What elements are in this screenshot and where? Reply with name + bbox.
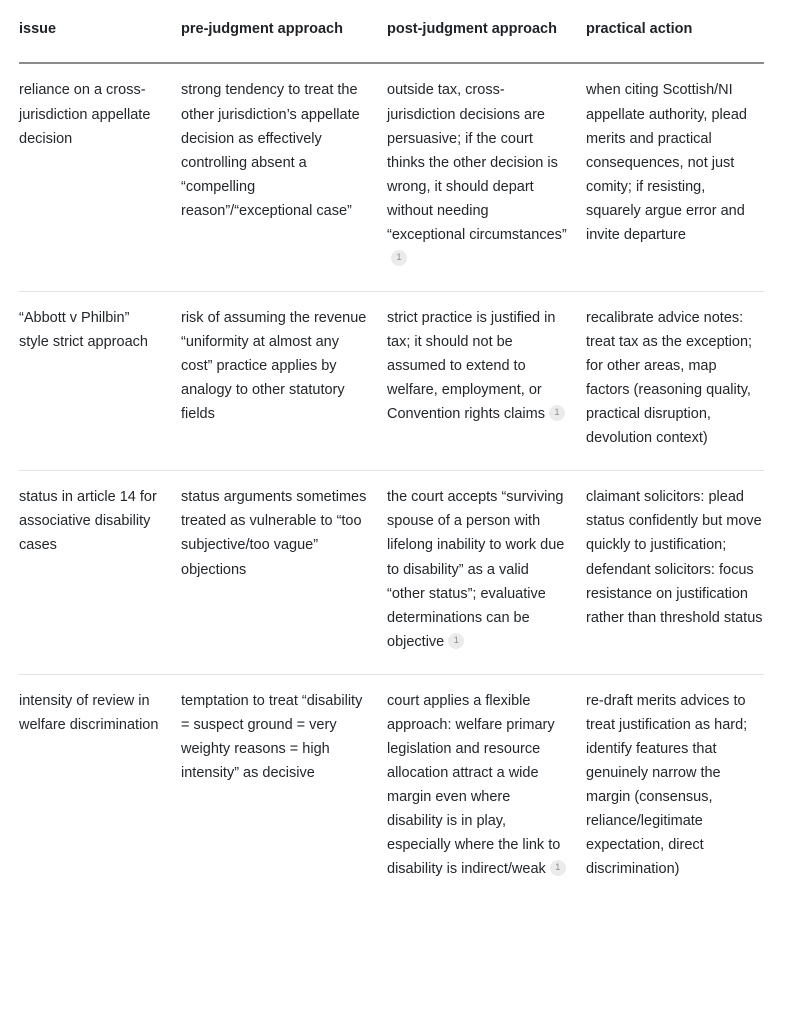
cell-issue: status in article 14 for associative disability cases [19,471,181,674]
citation-badge[interactable]: 1 [448,633,464,649]
cell-post-judgment-approach [387,63,586,291]
column-header-post-judgment-approach: post-judgment approach [387,0,586,63]
cell-pre-judgment-approach: status arguments sometimes treated as vulnerable to “too subjective/too vague” objections [181,471,387,674]
cell-post-judgment-approach [387,471,586,674]
table-row [19,291,764,470]
cell-practical-action: when citing Scottish/NI appellate authority, plead merits and practical consequences, not just comity; if resisting, squarely argue error and invite departure [586,63,764,291]
cell-text: outside tax, cross-jurisdiction decisions are persuasive; if the court thinks the other decision is wrong, it should depart without needing “exceptional circumstances” [387,82,567,243]
cell-practical-action: re-draft merits advices to treat justification as hard; identify features that genuinely narrow the margin (consensus, reliance/legitimate expectation, direct discrimination) [586,692,748,878]
table-row [19,674,764,901]
cell-text: the court accepts “surviving spouse of a person with lifelong inability to work due to disability” as a valid “other status”; evaluative determinations can be objective [387,489,565,650]
table-row [19,471,764,674]
table-header-row [19,0,764,63]
cell-pre-judgment-approach: temptation to treat “disability = suspect ground = very weighty reasons = high intensity” as decisive [181,692,363,781]
cell-issue: intensity of review in welfare discrimination [19,692,159,733]
cell-text: court applies a flexible approach: welfare primary legislation and resource allocation attract a wide margin even where disability is in play, especially where the link to disability is indirect/weak [387,692,561,878]
table-body [19,63,764,901]
table-header [19,0,764,63]
cell-issue: “Abbott v Philbin” style strict approach [19,291,181,470]
cell-practical-action: claimant solicitors: plead status confidently but move quickly to justification; defendant solicitors: focus resistance on justification rather than threshold status [586,471,764,674]
citation-badge[interactable]: 1 [549,405,565,421]
comparison-table [19,0,764,901]
citation-badge[interactable]: 1 [550,860,566,876]
column-header-pre-judgment-approach: pre-judgment approach [181,0,387,63]
cell-practical-action: recalibrate advice notes: treat tax as the exception; for other areas, map factors (reasoning quality, practical disruption, devolution context) [586,291,764,470]
cell-post-judgment-approach [387,674,586,901]
cell-text: strict practice is justified in tax; it should not be assumed to extend to welfare, employment, or Convention rights claims [387,309,556,423]
column-header-issue: issue [19,0,181,63]
citation-badge[interactable]: 1 [391,250,407,266]
table-row [19,63,764,291]
cell-post-judgment-approach [387,291,586,470]
cell-pre-judgment-approach: risk of assuming the revenue “uniformity at almost any cost” practice applies by analogy to other statutory fields [181,291,387,470]
cell-issue: reliance on a cross-jurisdiction appellate decision [19,63,181,291]
column-header-practical-action: practical action [586,0,764,63]
cell-pre-judgment-approach: strong tendency to treat the other jurisdiction’s appellate decision as effectively controlling absent a “compelling reason”/“exceptional case” [181,63,387,291]
